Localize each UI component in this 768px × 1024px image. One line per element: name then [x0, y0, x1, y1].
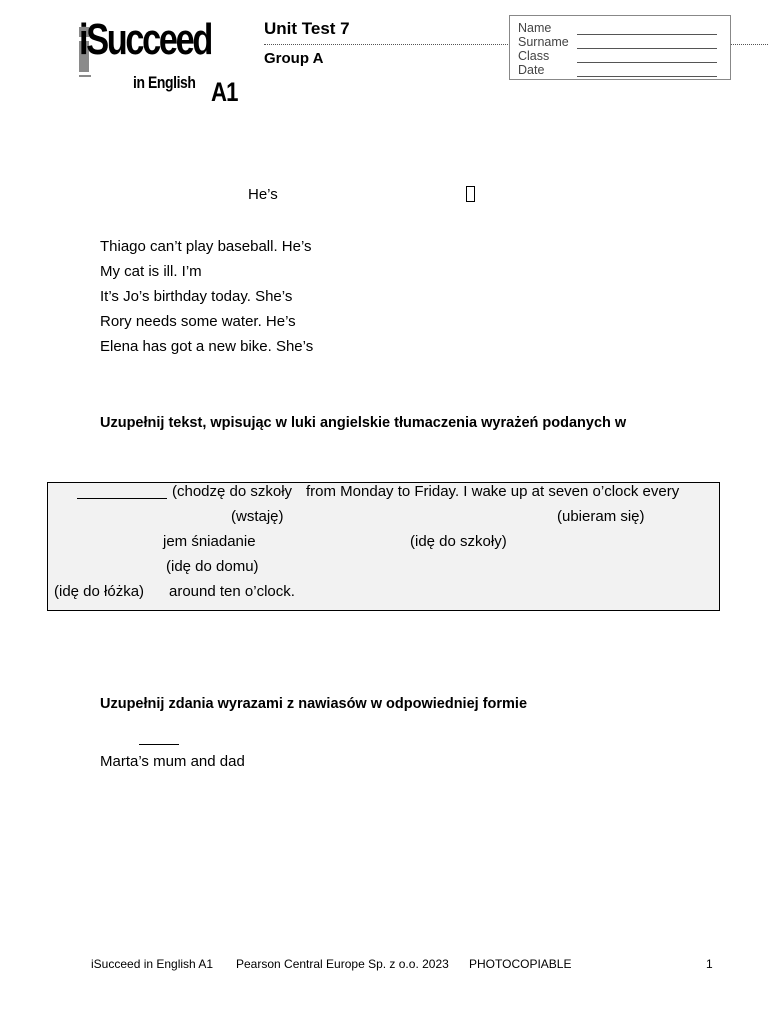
- box-text-5b: around ten o’clock.: [169, 583, 295, 600]
- example-text: He’s: [248, 186, 278, 203]
- class-label: Class: [518, 49, 550, 63]
- page-number: 1: [706, 957, 713, 971]
- box-text-3a: jem śniadanie: [163, 533, 256, 550]
- exercise-line-1: Thiago can’t play baseball. He’s: [100, 238, 312, 255]
- section-2-instruction: Uzupełnij tekst, wpisując w luki angielskie tłumaczenia wyrażeń podanych w: [100, 415, 627, 431]
- student-info-box: [509, 15, 731, 80]
- box-text-2b: (ubieram się): [557, 508, 645, 525]
- box-text-5a: (idę do łóżka): [54, 583, 145, 600]
- exercise-line-4: Rory needs some water. He’s: [100, 313, 296, 330]
- logo-underline: [79, 75, 91, 77]
- footer-book-title: iSucceed in English A1: [91, 957, 214, 971]
- box-text-2a: (wstaję): [231, 508, 284, 525]
- surname-line[interactable]: [577, 48, 717, 49]
- logo-level: A1: [211, 77, 238, 107]
- missing-glyph-box: [466, 186, 475, 202]
- date-label: Date: [518, 63, 545, 77]
- logo-subtitle: in English: [133, 73, 196, 92]
- exercise-line-2: My cat is ill. I’m: [100, 263, 202, 280]
- section-3-instruction: Uzupełnij zdania wyrazami z nawiasów w odpowiedniej formie: [100, 696, 528, 712]
- test-title: Unit Test 7: [264, 19, 350, 38]
- example-answer-blank[interactable]: [139, 744, 179, 745]
- exercise-line-5: Elena has got a new bike. She’s: [100, 338, 314, 355]
- logo-wordmark: iSucceed: [79, 15, 211, 64]
- gap-fill-text-box: [47, 482, 720, 611]
- exercise-line-3: It’s Jo’s birthday today. She’s: [100, 288, 293, 305]
- name-label: Name: [518, 21, 552, 35]
- group-label: Group A: [264, 50, 324, 67]
- class-line[interactable]: [577, 62, 717, 63]
- answer-blank[interactable]: [77, 498, 167, 499]
- section-3-line-1: Marta’s mum and dad: [100, 753, 245, 770]
- box-text-4a: (idę do domu): [166, 558, 259, 575]
- box-text-3b: (idę do szkoły): [410, 533, 507, 550]
- box-text-1a: (chodzę do szkoły: [172, 483, 293, 500]
- footer-photocopiable: PHOTOCOPIABLE: [469, 957, 572, 971]
- box-text-1b: from Monday to Friday. I wake up at seven o’clock every: [306, 483, 680, 500]
- date-line[interactable]: [577, 76, 717, 77]
- surname-label: Surname: [518, 35, 569, 49]
- name-line[interactable]: [577, 34, 717, 35]
- footer-publisher: Pearson Central Europe Sp. z o.o. 2023: [236, 957, 449, 971]
